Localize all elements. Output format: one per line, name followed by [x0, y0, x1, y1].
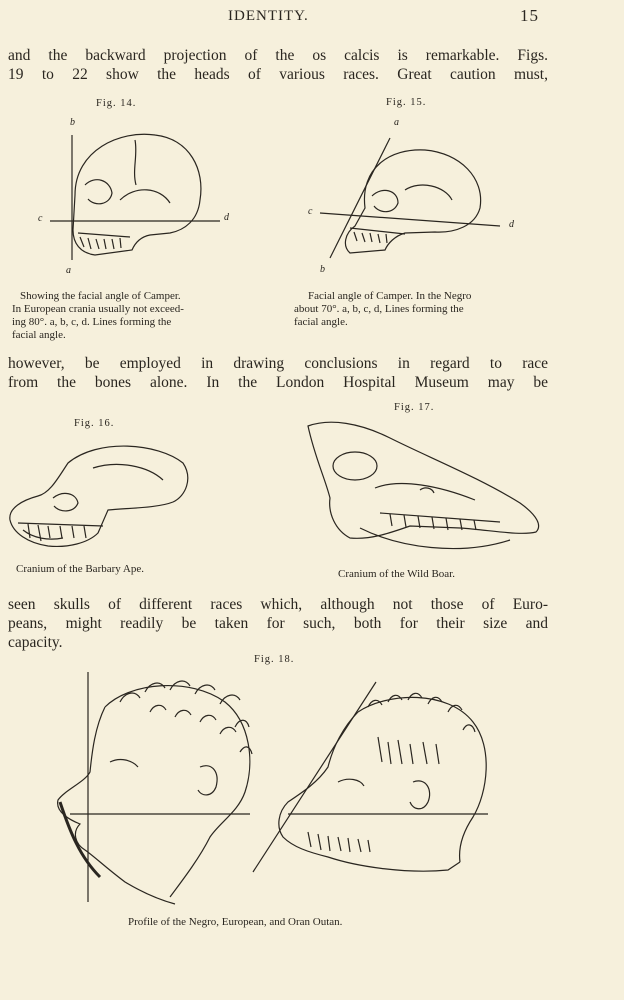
text-line: 19 to 22 show the heads of various races. Great caution must, — [8, 66, 548, 83]
fig-15-caption — [294, 290, 554, 329]
paragraph-1 — [8, 46, 548, 84]
caption-line: facial angle. — [12, 329, 66, 341]
fig-15-letter-a: a — [394, 117, 399, 128]
fig-18-oran-outan-profile-drawing — [248, 682, 498, 882]
fig-14-letter-c: c — [38, 213, 43, 224]
fig-18-label: Fig. 18. — [254, 654, 295, 665]
fig-17-boar-cranium-drawing — [300, 418, 545, 563]
fig-14-label: Fig. 14. — [96, 98, 137, 109]
fig-15-label: Fig. 15. — [386, 97, 427, 108]
text-line: seen skulls of different races which, although not those of Euro- — [8, 596, 548, 613]
fig-17-caption: Cranium of the Wild Boar. — [338, 568, 455, 580]
fig-14-letter-d: d — [224, 212, 229, 223]
caption-line: about 70°. a, b, c, d, Lines forming the — [294, 303, 464, 315]
fig-14-letter-a: a — [66, 265, 71, 276]
fig-15-letter-b: b — [320, 264, 325, 275]
text-line: however, be employed in drawing conclusions in regard to race — [8, 355, 548, 372]
caption-line: Facial angle of Camper. In the Negro — [308, 290, 472, 302]
text-line: peans, might readily be taken for such, both for their size and — [8, 615, 548, 632]
fig-14-skull-drawing — [40, 125, 240, 265]
fig-14-letter-b: b — [70, 117, 75, 128]
caption-line: Showing the facial angle of Camper. — [20, 290, 181, 302]
text-line: from the bones alone. In the London Hospital Museum may be — [8, 374, 548, 391]
fig-16-label: Fig. 16. — [74, 418, 115, 429]
paragraph-3 — [8, 595, 548, 652]
caption-line: ing 80°. a, b, c, d. Lines forming the — [12, 316, 172, 328]
fig-17-label: Fig. 17. — [394, 402, 435, 413]
text-line: capacity. — [8, 634, 63, 651]
fig-18-caption: Profile of the Negro, European, and Oran Outan. — [128, 916, 343, 928]
fig-16-ape-cranium-drawing — [8, 438, 193, 558]
fig-15-letter-d: d — [509, 219, 514, 230]
paragraph-2 — [8, 354, 548, 392]
running-header: IDENTITY. — [228, 8, 309, 24]
fig-15-skull-drawing — [310, 128, 510, 263]
caption-line: facial angle. — [294, 316, 348, 328]
fig-16-caption: Cranium of the Barbary Ape. — [16, 563, 144, 575]
text-line: and the backward projection of the os calcis is remarkable. Figs. — [8, 47, 548, 64]
page-number: 15 — [520, 6, 539, 25]
fig-14-caption — [12, 290, 282, 342]
caption-line: In European crania usually not exceed- — [12, 303, 184, 315]
fig-15-letter-c: c — [308, 206, 313, 217]
fig-18-negro-profile-drawing — [50, 672, 260, 912]
